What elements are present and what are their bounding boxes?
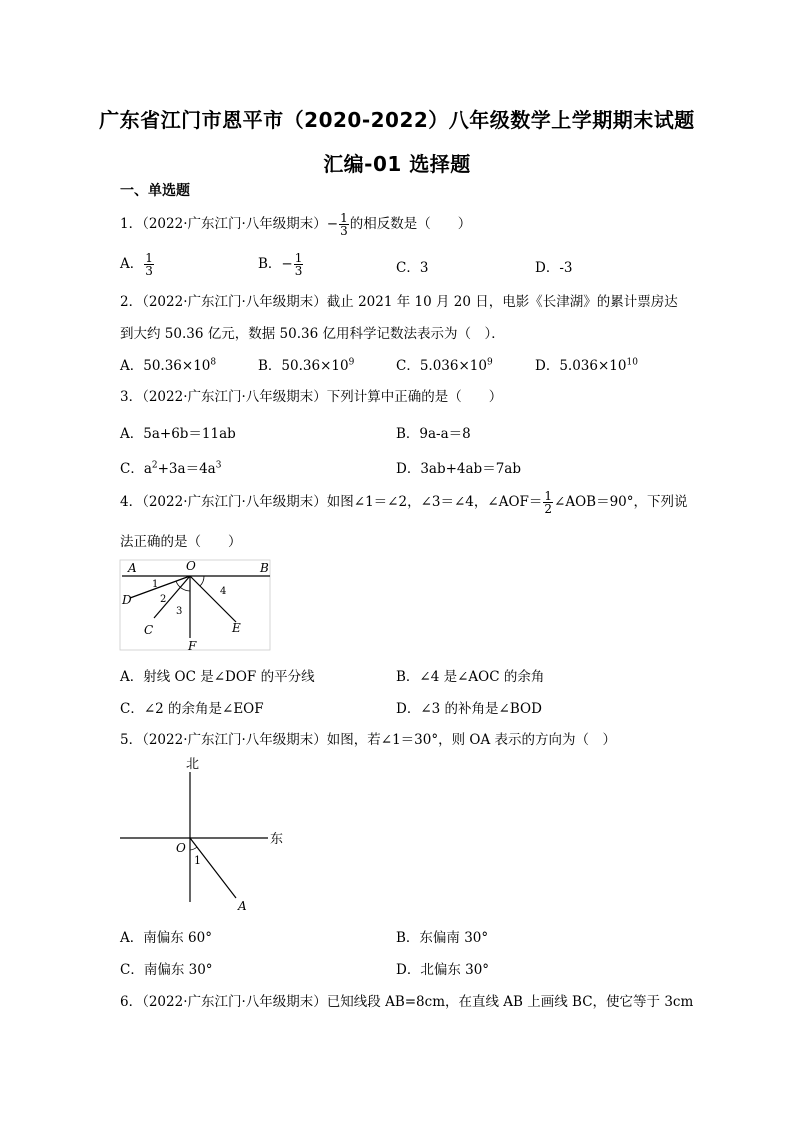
angle-arc <box>190 847 197 850</box>
fraction-numerator: 1 <box>145 251 153 265</box>
fraction-numerator: 1 <box>340 211 348 225</box>
exponent: 10 <box>626 357 638 368</box>
label-east: 东 <box>270 832 284 847</box>
question-5: 5．（2022·广东江门·八年级期末）如图，若∠1＝30°，则 OA 表示的方向为（ ） <box>120 732 617 748</box>
option-text: A．50.36×10 <box>120 358 211 374</box>
angle-figure <box>118 558 278 654</box>
fraction-denominator: 3 <box>340 224 348 238</box>
question-1 <box>120 212 471 237</box>
q3-option-b[interactable]: B．9a-a＝8 <box>396 426 471 442</box>
section-heading: 一、单选题 <box>120 183 190 199</box>
q4-option-d[interactable]: D．∠3 的补角是∠BOD <box>396 701 542 717</box>
q3-option-a[interactable]: A．5a+6b＝11ab <box>120 426 236 442</box>
label-o: O <box>176 841 186 855</box>
fraction <box>144 252 154 277</box>
angle-label-4: 4 <box>220 586 227 597</box>
option-text: B．50.36×10 <box>258 358 349 374</box>
question-3: 3．（2022·广东江门·八年级期末）下列计算中正确的是（ ） <box>120 389 503 405</box>
q1-option-c[interactable]: C．3 <box>396 260 429 276</box>
label-o: O <box>186 559 196 573</box>
option-text: D．5.036×10 <box>535 358 627 374</box>
minus-sign: − <box>281 256 293 272</box>
question-4-line-1 <box>120 490 688 515</box>
angle-label-2: 2 <box>160 594 167 605</box>
q3-option-d[interactable]: D．3ab+4ab＝7ab <box>396 461 521 477</box>
fraction <box>339 212 349 237</box>
question-4-head: 4．（2022·广东江门·八年级期末）如图∠1＝∠2，∠3＝∠4，∠AOF＝ <box>120 494 543 510</box>
fraction <box>543 490 553 515</box>
option-text: C．a <box>120 461 152 477</box>
question-6: 6．（2022·广东江门·八年级期末）已知线段 AB=8cm，在直线 AB 上画线 BC，使它等于 3cm <box>120 994 694 1010</box>
question-2-line-1: 2．（2022·广东江门·八年级期末）截止 2021 年 10 月 20 日，电影《长津湖》的累计票房达 <box>120 294 678 310</box>
question-4-line-2: 法正确的是（ ） <box>120 534 242 550</box>
fraction-denominator: 3 <box>294 264 303 278</box>
q4-option-a[interactable]: A．射线 OC 是∠DOF 的平分线 <box>120 669 315 685</box>
q3-option-c[interactable] <box>120 457 221 477</box>
question-2-line-2: 到大约 50.36 亿元，数据 50.36 亿用科学记数法表示为（ ）． <box>120 326 505 342</box>
q2-option-d[interactable] <box>535 354 638 374</box>
ray-oe <box>190 576 236 622</box>
label-north: 北 <box>186 757 200 772</box>
angle-arc <box>200 576 204 586</box>
q2-option-a[interactable] <box>120 354 216 374</box>
question-1-head: 1．（2022·广东江门·八年级期末） <box>120 216 327 232</box>
q5-option-a[interactable]: A．南偏东 60° <box>120 930 212 946</box>
q4-option-b[interactable]: B．∠4 是∠AOC 的余角 <box>396 669 545 685</box>
angle-label-3: 3 <box>176 606 183 617</box>
figure-frame <box>120 560 270 650</box>
exponent: 9 <box>486 357 493 368</box>
exponent: 2 <box>151 460 158 471</box>
label-a: A <box>238 899 247 913</box>
label-c: C <box>144 623 154 637</box>
q1-option-a[interactable] <box>120 252 155 277</box>
option-label: B． <box>258 256 282 272</box>
angle-label-1: 1 <box>152 579 159 590</box>
exponent: 9 <box>348 357 355 368</box>
exponent: 3 <box>215 460 222 471</box>
question-4-tail: ∠AOB＝90°，下列说 <box>554 494 688 510</box>
page-subtitle: 汇编-01 选择题 <box>323 152 471 176</box>
fraction-numerator: 1 <box>544 489 553 503</box>
label-a: A <box>128 561 137 575</box>
q1-option-d[interactable]: D．-3 <box>535 260 573 276</box>
direction-figure <box>118 752 298 917</box>
fraction <box>294 252 304 277</box>
label-d: D <box>122 593 132 607</box>
q5-option-b[interactable]: B．东偏南 30° <box>396 930 489 946</box>
question-1-tail: 的相反数是（ ） <box>349 216 472 232</box>
option-text: +3a＝4a <box>157 461 216 477</box>
q1-option-b[interactable] <box>258 252 304 277</box>
option-text: C．5.036×10 <box>396 358 487 374</box>
fraction-denominator: 2 <box>544 502 553 516</box>
label-b: B <box>260 561 269 575</box>
fraction-denominator: 3 <box>145 264 153 278</box>
page-title: 广东省江门市恩平市（2020-2022）八年级数学上学期期末试题 <box>99 108 695 132</box>
q5-option-c[interactable]: C．南偏东 30° <box>120 962 213 978</box>
label-f: F <box>188 639 197 653</box>
label-e: E <box>232 621 241 635</box>
q2-option-b[interactable] <box>258 354 354 374</box>
angle-label-1: 1 <box>194 854 201 867</box>
q4-option-c[interactable]: C．∠2 的余角是∠EOF <box>120 701 264 717</box>
q2-option-c[interactable] <box>396 354 493 374</box>
fraction-numerator: 1 <box>294 251 303 265</box>
q5-option-d[interactable]: D．北偏东 30° <box>396 962 490 978</box>
exponent: 8 <box>210 357 217 368</box>
minus-sign: − <box>326 216 339 232</box>
option-label: A． <box>120 256 144 272</box>
